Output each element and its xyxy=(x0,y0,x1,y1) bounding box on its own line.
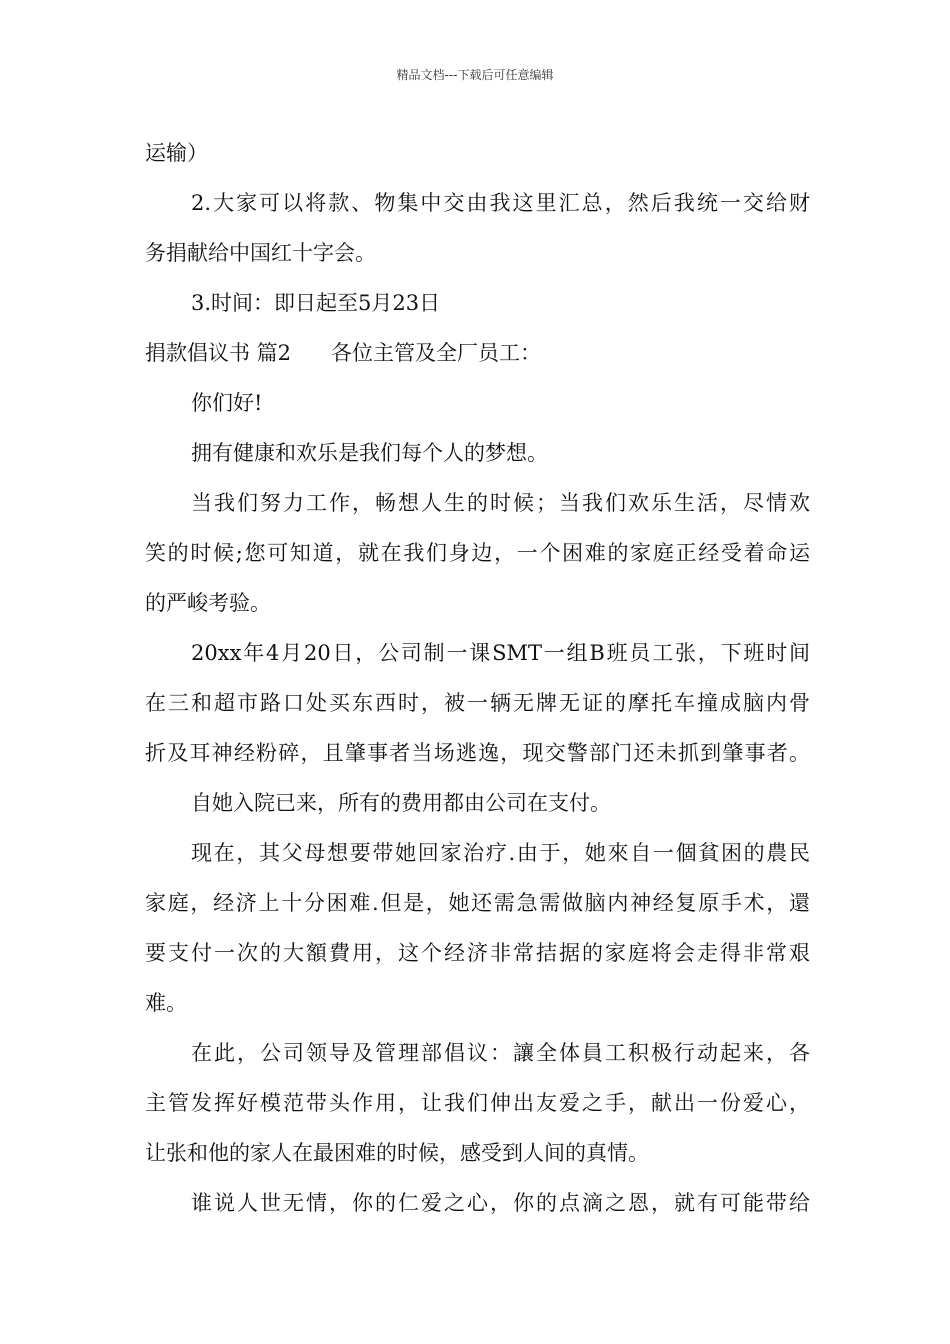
page-header: 精品文档---下载后可任意编辑 xyxy=(396,68,554,82)
section-title-line xyxy=(145,328,810,378)
text-line: 20xx年4月20日，公司制一课SMT一组B班员工张，下班时间 xyxy=(191,641,810,665)
text-line: 在此，公司领导及管理部倡议：讓全体員工积极行动起来，各 xyxy=(191,1041,810,1065)
document-body xyxy=(145,128,810,1228)
text-line: 务捐献给中国红十字会。 xyxy=(145,241,376,265)
text-line: 当我们努力工作，畅想人生的时候；当我们欢乐生活，尽情欢 xyxy=(191,491,810,515)
text-line: 难。 xyxy=(145,991,187,1015)
text-line: 笑的时候;您可知道，就在我们身边，一个困难的家庭正经受着命运 xyxy=(145,541,810,565)
text-line: 的严峻考验。 xyxy=(145,591,271,615)
text-line: 你们好! xyxy=(191,391,263,415)
text-line: 家庭，经济上十分困难.但是，她还需急需做脑内神经复原手术，還 xyxy=(145,891,810,915)
text-line: 自她入院已来，所有的费用都由公司在支付。 xyxy=(191,791,611,815)
text-line: 要支付一次的大額費用，这个经济非常拮据的家庭将会走得非常艰 xyxy=(145,941,810,965)
text-line: 现在，其父母想要带她回家治疗.由于，她來自一個貧困的農民 xyxy=(191,841,810,865)
salutation: 各位主管及全厂员工： xyxy=(331,341,542,365)
text-line: 主管发挥好模范带头作用，让我们伸出友爱之手，献出一份爱心， xyxy=(145,1091,810,1115)
text-line: 运输） xyxy=(145,141,208,165)
text-line: 2.大家可以将款、物集中交由我这里汇总，然后我统一交给财 xyxy=(191,191,810,215)
section-title: 捐款倡议书 篇2 xyxy=(145,341,292,365)
text-line: 拥有健康和欢乐是我们每个人的梦想。 xyxy=(191,441,548,465)
text-line: 在三和超市路口处买东西时，被一辆无牌无证的摩托车撞成脑内骨 xyxy=(145,691,810,715)
text-line: 让张和他的家人在最困难的时候，感受到人间的真情。 xyxy=(145,1141,649,1165)
text-line: 3.时间：即日起至5月23日 xyxy=(191,291,441,315)
text-line: 谁说人世无情，你的仁爱之心，你的点滴之恩，就有可能带给 xyxy=(191,1191,810,1215)
text-line: 折及耳神经粉碎，且肇事者当场逃逸，现交警部门还未抓到肇事者。 xyxy=(145,741,810,765)
